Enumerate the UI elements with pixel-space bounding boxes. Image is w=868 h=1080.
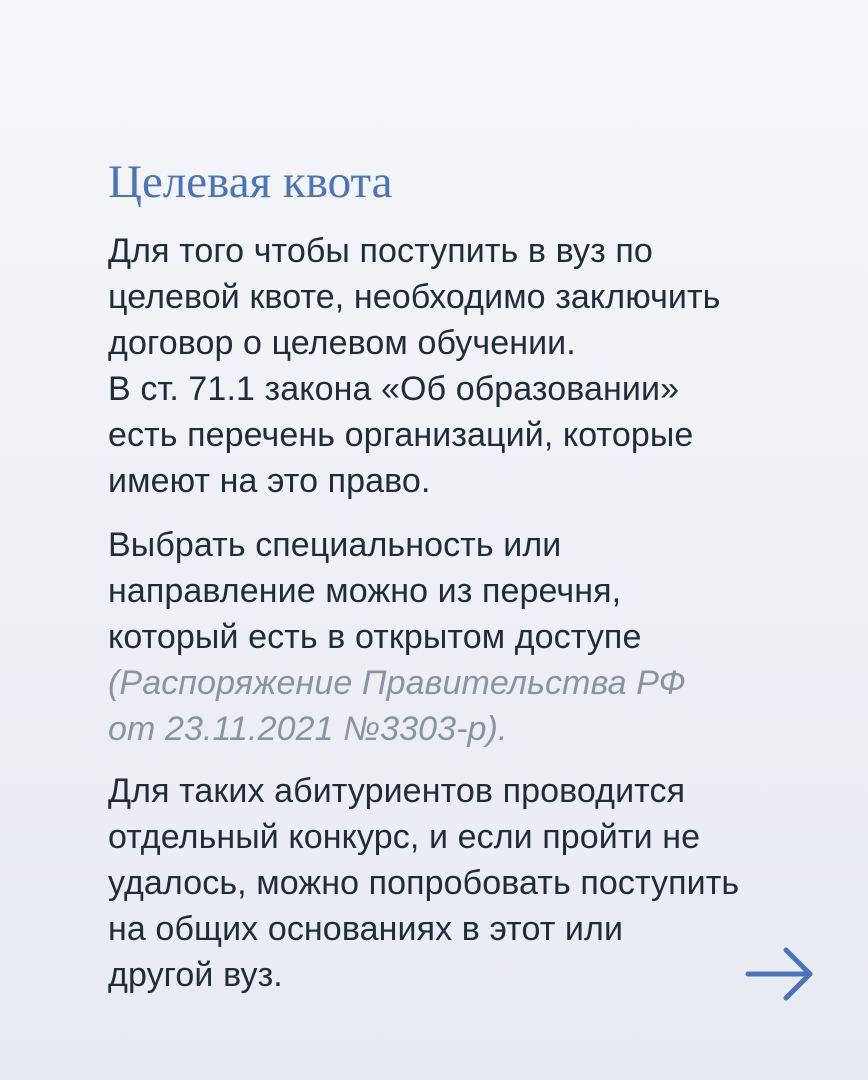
text-line: целевой квоте, необходимо заключить [108,278,721,316]
paragraph-specialty-choice [108,522,686,752]
paragraph-separate-contest [108,768,739,998]
text-line: который есть в открытом доступе [108,618,642,656]
text-line: Для таких абитуриентов проводится [108,772,686,810]
text-line: на общих основаниях в этот или [108,910,624,948]
text-line: Для того чтобы поступить в вуз по [108,232,653,270]
text-line: удалось, можно попробовать поступить [108,864,740,902]
page-title: Целевая квота [108,156,393,208]
paragraph-target-quota [108,228,720,504]
text-line: договор о целевом обучении. [108,324,576,362]
arrow-right-icon[interactable] [744,944,816,1004]
text-line: отдельный конкурс, и если пройти не [108,818,701,856]
text-line: В ст. 71.1 закона «Об образовании» [108,370,680,408]
text-line: Выбрать специальность или [108,526,562,564]
text-line: направление можно из перечня, [108,572,622,610]
text-line: другой вуз. [108,956,283,994]
text-line: есть перечень организаций, которые [108,416,694,454]
citation-line: от 23.11.2021 №3303-р). [108,710,508,748]
text-line: имеют на это право. [108,462,431,500]
citation-line: (Распоряжение Правительства РФ [108,664,686,702]
